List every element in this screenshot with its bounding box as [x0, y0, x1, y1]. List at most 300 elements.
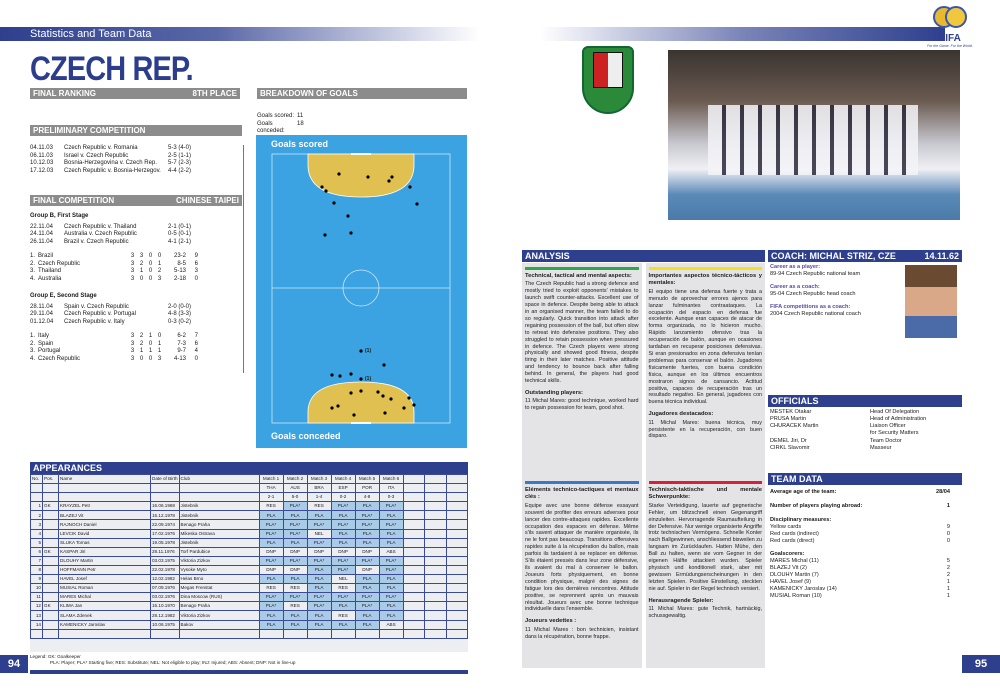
match-row [30, 231, 242, 239]
standing-pos: 2. [30, 340, 36, 347]
goal-scored-dot [349, 231, 352, 234]
table-cell: 2-1 [259, 493, 283, 502]
goalscorer-row [770, 572, 950, 579]
standing-pos: 4. [30, 355, 36, 362]
table-cell: PLA* [331, 502, 355, 511]
row-value: 2 [946, 571, 950, 578]
table-cell: PLA* [259, 602, 283, 611]
table-cell [43, 611, 59, 620]
avg-age-value: 28/04 [936, 489, 950, 495]
table-cell [403, 565, 424, 574]
standing-points: 4 [194, 348, 198, 354]
standing-points: 0 [194, 355, 198, 362]
table-cell: PLA* [379, 556, 403, 565]
table-cell: PLA* [259, 556, 283, 565]
table-cell: Date of Birth [151, 475, 180, 484]
disciplinary-row [770, 524, 950, 531]
standing-goals: 8-5 [177, 260, 186, 267]
table-cell: KASPAR Jiri [59, 547, 151, 556]
standing-w: 1 [139, 348, 144, 354]
standing-points: 0 [194, 275, 198, 282]
standing-d: 1 [148, 333, 153, 339]
table-cell [425, 529, 446, 538]
table-cell [403, 556, 424, 565]
table-cell [425, 484, 446, 493]
standing-goals: 5-13 [173, 268, 186, 274]
table-row [31, 484, 468, 493]
row-label: DLOUHY Martin (7) [770, 571, 819, 578]
abroad-value: 1 [946, 502, 950, 509]
table-cell: RES [259, 502, 283, 511]
table-row [31, 511, 468, 520]
disciplinary-row [770, 538, 950, 545]
table-cell: ITA [379, 484, 403, 493]
standing-w: 0 [139, 355, 144, 362]
page-number-left: 94 [0, 655, 28, 673]
table-cell [446, 575, 467, 584]
goal-conceded-dot [349, 372, 352, 375]
goals-conceded-label: Goals conceded: [257, 120, 285, 134]
goal-scored-dot [366, 175, 369, 178]
table-cell: 15.12.1978 [151, 511, 180, 520]
group-name: Group E, Second Stage [30, 293, 97, 299]
analysis-heading: Herausragende Spieler: [648, 597, 714, 604]
table-cell [179, 484, 259, 493]
table-cell: PLA [331, 620, 355, 629]
table-cell: PLA* [355, 593, 379, 602]
table-cell [425, 502, 446, 511]
goal-conceded-dot [383, 411, 386, 414]
table-cell: NEL [331, 575, 355, 584]
table-cell [151, 629, 180, 638]
standing-l: 1 [157, 340, 162, 347]
table-cell: RES [307, 502, 331, 511]
table-cell: PLA* [283, 502, 307, 511]
crest-shield-icon [593, 52, 623, 88]
table-cell: RES [283, 584, 307, 593]
team-data-section [768, 473, 962, 600]
standings [30, 253, 242, 283]
analysis-heading: Importantes aspectos técnico-tácticos y mentales: [648, 273, 762, 287]
match-fixture: Brazil v. Czech Republic [64, 238, 129, 245]
table-cell [446, 584, 467, 593]
table-row [31, 593, 468, 602]
match-date: 28.11.04 [30, 303, 53, 310]
table-cell: DLOUHY Martin [59, 556, 151, 565]
table-row [31, 629, 468, 638]
table-row [31, 602, 468, 611]
table-cell [425, 584, 446, 593]
standing-team: Spain [38, 340, 54, 347]
official-role: Team Doctor [870, 437, 902, 444]
table-cell [446, 502, 467, 511]
goal-scored-dot [323, 233, 326, 236]
table-cell [283, 629, 307, 638]
table-cell: PLA* [355, 556, 379, 565]
table-cell: RES [331, 584, 355, 593]
standings-row [30, 348, 242, 356]
match-row [30, 224, 242, 232]
official-row [770, 445, 960, 452]
coach-dob: 14.11.62 [924, 251, 959, 261]
analysis-heading: Technical, tactical and mental aspects: [525, 273, 632, 279]
table-cell [403, 520, 424, 529]
table-cell: GK [43, 502, 59, 511]
table-cell: PLA [283, 620, 307, 629]
table-cell: PLA [355, 620, 379, 629]
match-fixture: Czech Republic v. Italy [64, 318, 125, 325]
standing-goals: 6-2 [177, 333, 186, 339]
standing-d: 0 [148, 355, 153, 362]
match-fixture: Spain v. Czech Republic [64, 303, 129, 310]
row-label: KAMENICKY Jaroslav (14) [770, 585, 837, 592]
standings-row [30, 333, 242, 341]
table-cell [446, 602, 467, 611]
table-cell [403, 484, 424, 493]
standing-points: 7 [194, 333, 198, 339]
standing-team: Italy [38, 333, 50, 339]
match-score: 5-3 (4-0) [168, 145, 192, 151]
analysis-heading: Jugadores destacados: [648, 411, 714, 418]
table-cell [179, 493, 259, 502]
table-cell: 07.09.1976 [151, 584, 180, 593]
official-name: MESTEK Otakar [770, 409, 812, 415]
table-cell: DNP [283, 565, 307, 574]
coach-item-label: Career as a player: [770, 264, 821, 270]
official-role: Masseur [870, 444, 892, 451]
table-cell [446, 593, 467, 602]
table-cell [446, 484, 467, 493]
table-cell [425, 493, 446, 502]
table-cell: 03.02.1976 [151, 593, 180, 602]
disciplinary-row [770, 531, 950, 538]
officials-label: OFFICIALS [771, 396, 819, 406]
table-cell [403, 620, 424, 629]
table-cell: Club [179, 475, 259, 484]
table-cell [307, 629, 331, 638]
table-cell: PLA [355, 529, 379, 538]
table-row [31, 475, 468, 484]
standing-p: 3 [130, 333, 135, 339]
match-fixture: Bosnia-Herzegovina v. Czech Rep. [64, 160, 157, 166]
table-cell: PLA [283, 575, 307, 584]
analysis-column-en [522, 263, 642, 477]
goal-conceded-dot [352, 413, 355, 416]
analysis-body [522, 263, 765, 668]
table-cell: Bakov [179, 620, 259, 629]
table-cell: BRA [307, 484, 331, 493]
goal-conceded-dot [381, 394, 384, 397]
table-cell [446, 538, 467, 547]
table-cell: PLA [307, 584, 331, 593]
table-cell: NEL [307, 529, 331, 538]
standings-row [30, 261, 242, 269]
table-cell [379, 629, 403, 638]
analysis-column-de [646, 477, 766, 668]
table-cell: DNP [259, 565, 283, 574]
table-cell [403, 529, 424, 538]
standing-l: 3 [157, 355, 162, 362]
table-cell: PLA* [331, 520, 355, 529]
standing-l: 1 [157, 348, 162, 354]
table-cell: 13 [31, 611, 43, 620]
goalscorer-row [770, 586, 950, 593]
table-cell: MUSIAL Roman [59, 584, 151, 593]
table-row [31, 556, 468, 565]
table-cell: KRAYZEL Petr [59, 502, 151, 511]
match-score: 2-5 (1-1) [168, 152, 192, 159]
analysis-column-es [646, 263, 766, 477]
table-cell: 22.09.1974 [151, 520, 180, 529]
table-cell: PLA [307, 611, 331, 620]
table-cell [446, 565, 467, 574]
standing-d: 0 [148, 275, 153, 282]
analysis-label: ANALYSIS [525, 251, 570, 261]
table-cell: DNP [355, 565, 379, 574]
standing-p: 3 [130, 253, 135, 259]
table-cell: AUS [283, 484, 307, 493]
analysis-heading: Technisch-taktische und mentale Schwerpunkte: [648, 487, 762, 501]
table-cell [425, 593, 446, 602]
goal-conceded-dot [376, 390, 379, 393]
table-cell: PLA* [307, 538, 331, 547]
table-cell: PLA* [379, 502, 403, 511]
table-cell: ESP [331, 484, 355, 493]
table-cell: 5 [31, 538, 43, 547]
row-value: 0 [946, 537, 950, 544]
official-role: Head of Administration [870, 415, 927, 422]
table-cell: 8 [31, 565, 43, 574]
table-cell [43, 620, 59, 629]
match-date: 26.11.04 [30, 238, 53, 245]
appearances-label: APPEARANCES [33, 463, 103, 473]
standing-goals: 2-18 [173, 275, 186, 282]
table-row [31, 620, 468, 629]
table-cell [43, 520, 59, 529]
header-bar-right [540, 27, 945, 41]
table-cell: 1 [31, 502, 43, 511]
official-role: Head Of Delegation [870, 409, 920, 415]
standing-pos: 4. [30, 275, 36, 282]
match-fixture: Israel v. Czech Republic [64, 152, 129, 159]
divider [243, 145, 244, 373]
goalscorer-row [770, 593, 950, 600]
table-cell: PLA [379, 602, 403, 611]
preliminary-label: PRELIMINARY COMPETITION [33, 126, 146, 135]
table-cell: DNP [307, 547, 331, 556]
table-cell [446, 511, 467, 520]
table-cell: KLIMA Jan [59, 602, 151, 611]
table-cell: Pos. [43, 475, 59, 484]
match-fixture: Czech Republic v. Thailand [64, 223, 137, 230]
table-cell: PLA* [379, 593, 403, 602]
analysis-heading: Joueurs vedettes : [525, 618, 577, 625]
table-cell: 22.02.1978 [151, 565, 180, 574]
row-label: BLAZEJ Vit (2) [770, 564, 807, 571]
table-cell: PLA [379, 584, 403, 593]
table-cell: 4-8 [355, 493, 379, 502]
final-competition [30, 195, 242, 363]
table-cell: PLA* [307, 602, 331, 611]
table-cell: HAVEL Josef [59, 575, 151, 584]
standings [30, 333, 242, 363]
table-cell [403, 611, 424, 620]
table-cell: PLA* [355, 520, 379, 529]
table-cell: PLA* [331, 565, 355, 574]
goal-conceded-dot [407, 396, 410, 399]
table-row [31, 493, 468, 502]
team-title: CZECH REP. [30, 50, 193, 88]
standing-w: 3 [139, 253, 144, 259]
table-cell: PLA [355, 611, 379, 620]
standing-points: 3 [194, 268, 198, 274]
standing-p: 3 [130, 355, 135, 362]
group-name: Group B, First Stage [30, 213, 89, 219]
coach-item-label: Career as a coach: [770, 283, 820, 290]
table-cell: 17.02.1976 [151, 529, 180, 538]
standing-l: 2 [157, 268, 162, 274]
standing-team: Australia [38, 275, 62, 282]
official-name: CHURACEK Martin [770, 422, 819, 429]
table-cell [425, 547, 446, 556]
table-cell: PLA* [283, 529, 307, 538]
table-cell: 03.03.1975 [151, 556, 180, 565]
table-cell: PLA [307, 620, 331, 629]
match-date: 29.11.04 [30, 311, 53, 317]
goalscorer-row [770, 565, 950, 572]
table-cell [259, 629, 283, 638]
standings-row [30, 268, 242, 276]
table-cell [403, 575, 424, 584]
table-cell: PLA [283, 538, 307, 547]
row-value: 1 [946, 592, 950, 599]
match-date: 22.11.04 [30, 223, 53, 230]
match-row [30, 160, 242, 168]
table-cell: Jistebnik [179, 502, 259, 511]
table-cell: Viktoria Zizkov [179, 556, 259, 565]
table-row [31, 575, 468, 584]
table-cell: Viktoria Zizkov [179, 611, 259, 620]
table-row [31, 611, 468, 620]
analysis-heading: Eléments technico-tactiques et mentaux clés : [525, 487, 639, 501]
table-cell: PLA* [259, 520, 283, 529]
goalscorers-label: Goalscorers: [770, 550, 805, 557]
match-row [30, 168, 242, 176]
row-value: 1 [946, 585, 950, 592]
table-cell [43, 538, 59, 547]
standings-row [30, 341, 242, 349]
goal-scored-dot [346, 214, 349, 217]
table-cell: PLA* [331, 593, 355, 602]
match-score: 2-1 (0-1) [168, 223, 192, 230]
disciplinary-label: Disciplinary measures: [770, 516, 832, 523]
table-cell: PLA [331, 529, 355, 538]
row-label: Yellow cards [770, 523, 802, 530]
table-cell: Vysoke Myto [179, 565, 259, 574]
table-cell [425, 629, 446, 638]
table-cell: Benago Praha [179, 520, 259, 529]
table-cell: PLA [283, 611, 307, 620]
table-cell: 2 [31, 511, 43, 520]
standing-team: Thailand [38, 268, 62, 274]
goals-conceded-title: Goals conceded [271, 431, 341, 441]
standing-l: 1 [157, 260, 162, 267]
table-cell [403, 547, 424, 556]
table-cell: RES [283, 602, 307, 611]
row-value: 9 [946, 523, 950, 530]
standing-d: 0 [148, 260, 153, 267]
row-value: 5 [946, 557, 950, 564]
table-cell: Match 1 [259, 475, 283, 484]
table-cell [425, 575, 446, 584]
table-cell: PLA [331, 602, 355, 611]
official-name: CIRKL Slavomir [770, 444, 810, 451]
breakdown-of-goals [257, 88, 467, 136]
table-cell: PLA [283, 511, 307, 520]
row-value: 1 [946, 578, 950, 585]
table-cell [403, 602, 424, 611]
goals-pitch [256, 135, 467, 448]
standing-p: 3 [130, 260, 135, 267]
goal-conceded-dot [330, 373, 333, 376]
match-row [30, 311, 242, 319]
fifa-logo: FIFA For the Game. For the World. [922, 4, 978, 48]
match-row [30, 304, 242, 312]
table-cell [31, 493, 43, 502]
goal-annotation: (1) [365, 376, 372, 382]
table-cell: 9 [31, 575, 43, 584]
table-cell [425, 556, 446, 565]
official-row [770, 409, 960, 416]
table-cell: PLA* [307, 593, 331, 602]
official-role: Liaison Officer [870, 422, 906, 429]
table-cell [43, 484, 59, 493]
match-row [30, 145, 242, 153]
appearances [30, 462, 468, 652]
table-cell: 1-4 [307, 493, 331, 502]
goal-conceded-dot [382, 363, 385, 366]
standing-w: 2 [139, 340, 144, 347]
table-cell: PLA* [259, 593, 283, 602]
table-cell: 14 [31, 620, 43, 629]
analysis-text: El equipo tiene una defensa fuerte y trata a menudo de aprovechar errores ajenos para lanzar fulminantes contraataques. La ocupación del espacio en defensa fue excelente. Aunque eran capaces de atacar de forma organizada, no lo hicieron mucho. Rápido lanzamiento ofensivo tras la recuperación de balón, aunque en ocasiones tardaban en recuperar posiciones defensivas. Si eran presionados en zona defensiva tenían problemas para conservar el balón. Jugadores físicamente fuertes, con buena condición física, aunque en los últimos encuentros mostraron signos de cansancio. Actitud positiva, capaces de recuperación tras un resultado negativo. En general, jugadores con buena técnica individual. [648, 288, 762, 406]
table-cell [446, 629, 467, 638]
match-score: 2-0 (0-0) [168, 303, 192, 310]
table-cell: 10 [31, 584, 43, 593]
official-row [770, 438, 960, 445]
final-ranking [30, 88, 240, 99]
goal-conceded-dot [359, 349, 362, 352]
pitch-diagram [256, 135, 467, 448]
standing-p: 3 [130, 348, 135, 354]
goals-scored-title: Goals scored [271, 139, 329, 149]
table-cell: Match 5 [355, 475, 379, 484]
table-cell: PLA* [379, 565, 403, 574]
match-score: 4-8 (3-3) [168, 311, 192, 317]
table-cell [43, 556, 59, 565]
standing-points: 6 [194, 340, 198, 347]
table-cell: Dina Moscow (RUS) [179, 593, 259, 602]
team-data-label: TEAM DATA [771, 474, 823, 484]
table-cell: PLA [379, 611, 403, 620]
coach-item-value: 89-94 Czech Republic national team [770, 270, 861, 277]
goal-conceded-dot [349, 391, 352, 394]
coach-section [768, 250, 962, 320]
table-cell [446, 611, 467, 620]
goalscorer-row [770, 579, 950, 586]
table-cell: Name [59, 475, 151, 484]
table-cell [446, 475, 467, 484]
